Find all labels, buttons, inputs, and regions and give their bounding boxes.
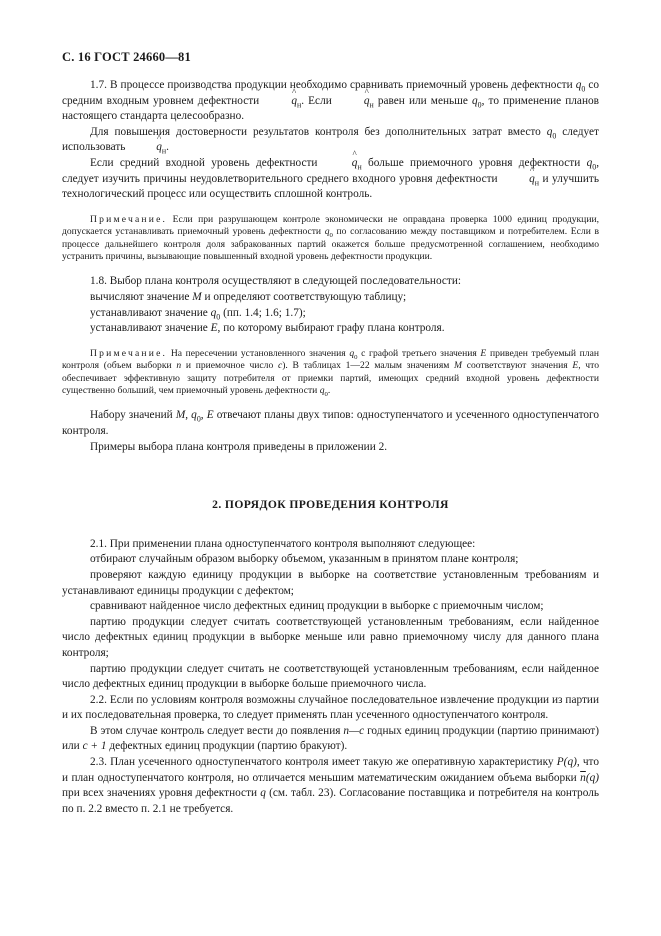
list-item: отбирают случайным образом выборку объемом, указанным в принятом плане контроля; — [90, 553, 519, 566]
section-2-title: 2. ПОРЯДОК ПРОВЕДЕНИЯ КОНТРОЛЯ — [212, 498, 449, 512]
list-item: партию продукции следует считать не соответствующей установленным требованиям, если найденное число дефектных единиц продукции в выборке больше приемочного числа. — [62, 662, 599, 691]
paragraph-1-7-c: Если средний входной уровень дефектности ^ $q_н$ больше приемочного уровня дефектности $q_0$, следует изучить причины неудовлетворительного среднего входного уровня дефектности ^ $q_н$ и улучшить технологический процесс или осуществить сплошной контроль. — [62, 156, 599, 203]
list-item: проверяют каждую единицу продукции в выборке на соответствие установленным требованиям и устанавливают единицы продукции с дефектом; — [62, 568, 599, 597]
step-2: устанавливают значение $q_0$ (пп. 1.4; 1.6; 1.7); — [90, 306, 306, 321]
step-3: устанавливают значение E, по которому выбирают графу плана контроля. — [90, 322, 445, 335]
note-1-8: Примечание. На пересечении установленного значения $q_0$ с графой третьего значения E приведен требуемый план контроля (объем выборки n и приемочное число c). В таблицах 1—22 малым значениям M соответствуют значения E, что обеспечивает эффективную защиту потребителя от приемки партий, имеющих средний входной уровень дефектности существенно больший, чем приемочный уровень дефектности $q_0$. — [62, 347, 599, 398]
step-1: вычисляют значение M и определяют соответствующую таблицу; — [90, 290, 407, 303]
paragraph-2-1: 2.1. При применении плана одноступенчатого контроля выполняют следующее: — [90, 537, 476, 550]
paragraph-1-7: 1.7. В процессе производства продукции необходимо сравнивать приемочный уровень дефектности $q_0$ со средним входным уровнем дефектности ^ $q_н$. Если ^ $q_н$ равен или меньше $q_0$, то применение планов настоящего стандарта целесообразно. — [62, 78, 599, 125]
paragraph-2-2: 2.2. Если по условиям контроля возможны случайное последовательное извлечение продукции из партии и их последовательная проверка, то следует применять план усеченного одноступенчатого контроля. — [62, 693, 599, 722]
paragraph-1-8: 1.8. Выбор плана контроля осуществляют в следующей последовательности: — [90, 275, 462, 288]
paragraph-1-8-c: Примеры выбора плана контроля приведены в приложении 2. — [90, 440, 388, 453]
paragraph-2-3: 2.3. План усеченного одноступенчатого контроля имеет такую же оперативную характеристику P(q), что и план одноступенчатого контроля, но отличается меньшим математическим ожиданием объема выборки $\overline{n}(q)$ при всех значениях уровня дефектности q (см. табл. 23). Согласование поставщика и потребителя на контроль по п. 2.2 вместо п. 2.1 не требуется. — [62, 756, 600, 815]
list-item: партию продукции следует считать соответствующей установленным требованиям, если найденное число дефектных единиц продукции в выборке меньше или равно приемочному числу для данного плана контроля; — [62, 615, 599, 659]
note-1-7: Примечание. Если при разрушающем контроле экономически не оправдана проверка 1000 единиц продукции, допускается устанавливать приемочный уровень дефектности $q_0$ по согласованию между поставщиком и потребителем. Если в процессе дальнейшего контроля доля забракованных партий окажется больше предусмотренной соглашением, необходимо устранить причины, вызывающие повышенный входной уровень дефектности продукции. — [62, 213, 599, 262]
paragraph-2-2-b: В этом случае контроль следует вести до появления n—c годных единиц продукции (партию принимают) или c + 1 дефектных единиц продукции (партию бракуют). — [62, 724, 600, 753]
paragraph-1-8-b: Набору значений M, $q_0$, E отвечают планы двух типов: одноступенчатого и усеченного одноступенчатого контроля. — [62, 409, 600, 437]
page-header: С. 16 ГОСТ 24660—81 — [62, 50, 191, 64]
document-body — [62, 78, 599, 817]
paragraph-1-7-b: Для повышения достоверности результатов контроля без дополнительных затрат вместо $q_0$ следует использовать ^ $q_н$. — [62, 125, 599, 156]
list-item: сравнивают найденное число дефектных единиц продукции в выборке с приемочным числом; — [90, 600, 544, 613]
